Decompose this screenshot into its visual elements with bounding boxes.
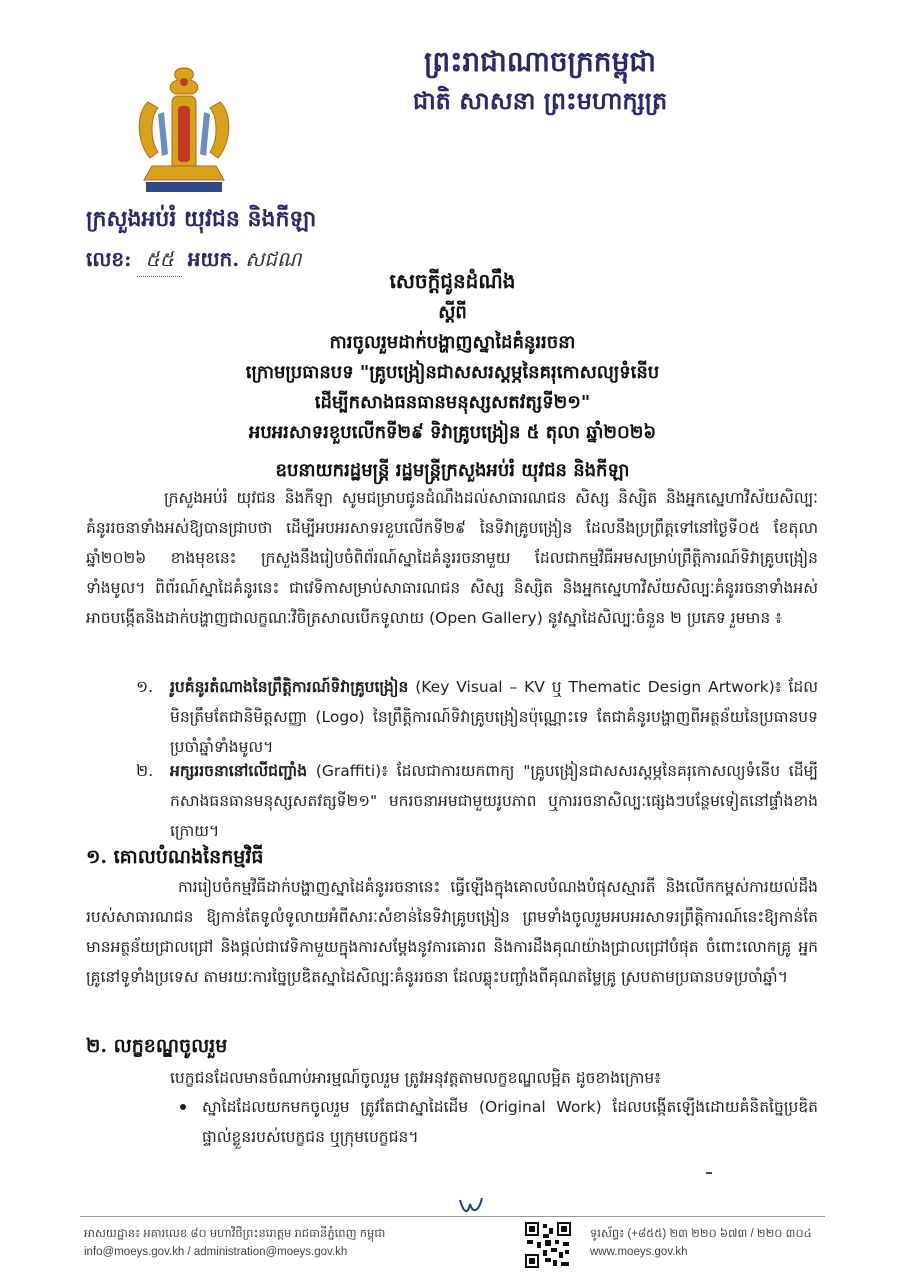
- conditions-bullet-item: [170, 1092, 818, 1152]
- bullet-dot-icon: [180, 1104, 186, 1110]
- section-objectives-text: ការរៀបចំកម្មវិធីដាក់បង្ហាញស្នាដៃគំនូររចនានេះ ធ្វើឡើងក្នុងគោលបំណងបំផុសស្មារតី និងលើកកម្ពស់ការយល់ដឹងរបស់សាធារណជន ឱ្យកាន់តែទូលំទូលាយអំពីសារៈសំខាន់នៃទិវាគ្រូបង្រៀន ព្រមទាំងចូលរួមអបអរសាទរព្រឹត្តិការណ៍នេះឱ្យកាន់តែមានអត្ថន័យជ្រាលជ្រៅ និងផ្តល់ជាវេទិកាមួយក្នុងការសម្តែងនូវការគោរព និងការដឹងគុណយ៉ាងជ្រាលជ្រៅបំផុត ចំពោះលោកគ្រូ អ្នកគ្រូនៅទូទាំងប្រទេស តាមរយៈការច្នៃប្រឌិតស្នាដៃសិល្បៈគំនូររចនា ដែលឆ្លុះបញ្ចាំងពីគុណតម្លៃគ្រូ ស្របតាមប្រធានបទប្រចាំឆ្នាំ។: [86, 878, 818, 986]
- signature-mark-icon: [456, 1196, 486, 1218]
- footer-address: អាសយដ្ឋាន៖ អគារលេខ ៨០ មហាវិថីព្រះនរោត្តម រាជធានីភ្នំពេញ កម្ពុជា: [84, 1228, 386, 1240]
- footer-phone: ទូរស័ព្ទ៖ (+៨៥៥) ២៣ ២២០ ៦៧៣ / ២២០ ៣០៤: [590, 1228, 812, 1240]
- list-item-number: ១.: [136, 677, 154, 696]
- notice-subject: ការចូលរួមដាក់បង្ហាញស្នាដៃគំនូររចនា: [329, 332, 576, 353]
- ref-number: ៥៥: [137, 246, 181, 277]
- royal-emblem-icon: [128, 62, 240, 200]
- list-item: [136, 756, 818, 846]
- notice-theme-line: ក្រោមប្រធានបទ "គ្រូបង្រៀនជាសសរស្តម្ភនៃគរុកោសល្យទំនើប: [245, 362, 660, 383]
- national-motto: ជាតិ សាសនា ព្រះមហាក្សត្រ: [412, 86, 668, 115]
- notice-theme-line-2: ដើម្បីកសាងធនធានមនុស្សសតវត្សទី២១": [314, 392, 591, 413]
- list-item-text: (Key Visual – KV ឬ Thematic Design Artwork)៖ ដែលមិនត្រឹមតែជានិមិត្តសញ្ញា (Logo) នៃព្រឹត្តិការណ៍ទិវាគ្រូបង្រៀនប៉ុណ្ណោះទេ តែជាគំនូរបង្ហាញពីអត្ថន័យនៃប្រធានបទប្រចាំឆ្នាំទាំងមូល។: [170, 678, 818, 756]
- list-item-title: រូបគំនូរតំណាងនៃព្រឹត្តិការណ៍ទិវាគ្រូបង្រៀន: [170, 678, 409, 696]
- section-heading-objectives: ១. គោលបំណងនៃកម្មវិធី: [86, 846, 264, 868]
- page-mark: [706, 1172, 712, 1174]
- list-item: [136, 672, 818, 762]
- footer-divider: [80, 1216, 825, 1217]
- section-conditions-intro: បេក្ខជនដែលមានចំណាប់អារម្មណ៍ចូលរួម ត្រូវអនុវត្តតាមលក្ខខណ្ឌលម្អិត ដូចខាងក្រោម៖: [170, 1069, 661, 1087]
- footer-website[interactable]: www.moeys.gov.kh: [590, 1246, 688, 1258]
- section-heading-conditions: ២. លក្ខខណ្ឌចូលរួម: [86, 1035, 228, 1057]
- issuer-title: ឧបនាយករដ្ឋមន្ត្រី រដ្ឋមន្ត្រីក្រសួងអប់រំ យុវជន និងកីឡា: [275, 460, 630, 481]
- qr-code-icon: [525, 1222, 571, 1268]
- notice-title: សេចក្តីជូនដំណឹង: [389, 269, 516, 293]
- intro-paragraph: ក្រសួងអប់រំ យុវជន និងកីឡា សូមជម្រាបជូនដំណឹងដល់សាធារណជន សិស្ស និស្សិត និងអ្នកស្នេហាវិស័យសិល្បៈគំនូររចនាទាំងអស់ឱ្យបានជ្រាបថា ដើម្បីអបអរសាទរខួបលើកទី២៩ នៃទិវាគ្រូបង្រៀន ដែលនឹងប្រព្រឹត្តទៅនៅថ្ងៃទី០៥ ខែតុលា ឆ្នាំ២០២៦ ខាងមុខនេះ ក្រសួងនឹងរៀបចំពិព័រណ៍ស្នាដៃគំនូររចនាមួយ ដែលជាកម្មវិធីអមសម្រាប់ព្រឹត្តិការណ៍ទិវាគ្រូបង្រៀនទាំងមូល។ ពិព័រណ៍ស្នាដៃគំនូរនេះ ជាវេទិកាសម្រាប់សាធារណជន សិស្ស និស្សិត និងអ្នកស្នេហាវិស័យសិល្បៈគំនូររចនាទាំងអស់ អាចបង្កើតនិងដាក់បង្ហាញជាលក្ខណៈវិចិត្រសាលបើកទូលាយ (Open Gallery) នូវស្នាដៃសិល្បៈចំនួន ២ ប្រភេទ រួមមាន ៖: [86, 489, 818, 627]
- ref-handwriting: សជណ: [245, 247, 302, 271]
- ref-label: លេខ:: [86, 247, 132, 271]
- kingdom-heading: ព្រះរាជាណាចក្រកម្ពុជា: [423, 45, 656, 78]
- list-item-text: (Graffiti)៖ ដែលជាការយកពាក្យ "គ្រូបង្រៀនជាសសរស្តម្ភនៃគរុកោសល្យទំនើប ដើម្បីកសាងធនធានមនុស្សសតវត្សទី២១" មករចនាអមជាមួយរូបភាព ឬការរចនាសិល្បៈផ្សេងៗបន្ថែមទៀតនៅផ្ទាំងខាងក្រោយ។: [170, 762, 818, 840]
- notice-subject-label: ស្តីពី: [438, 302, 467, 323]
- ref-suffix: អយក.: [187, 247, 240, 271]
- list-item-title: អក្សររចនានៅលើជញ្ជាំង: [170, 762, 308, 780]
- notice-occasion: អបអរសាទរខួបលើកទី២៩ ទិវាគ្រូបង្រៀន ៥ តុលា ឆ្នាំ២០២៦: [248, 422, 657, 443]
- list-item-number: ២.: [136, 761, 154, 780]
- bullet-text: ស្នាដៃដែលយកមកចូលរួម ត្រូវតែជាស្នាដៃដើម (Original Work) ដែលបង្កើតឡើងដោយគំនិតច្នៃប្រឌិតផ្ទាល់ខ្លួនរបស់បេក្ខជន ឬក្រុមបេក្ខជន។: [202, 1098, 818, 1146]
- ministry-name: ក្រសួងអប់រំ យុវជន និងកីឡា: [86, 206, 317, 232]
- footer-email[interactable]: info@moeys.gov.kh / administration@moeys.gov.kh: [84, 1246, 348, 1258]
